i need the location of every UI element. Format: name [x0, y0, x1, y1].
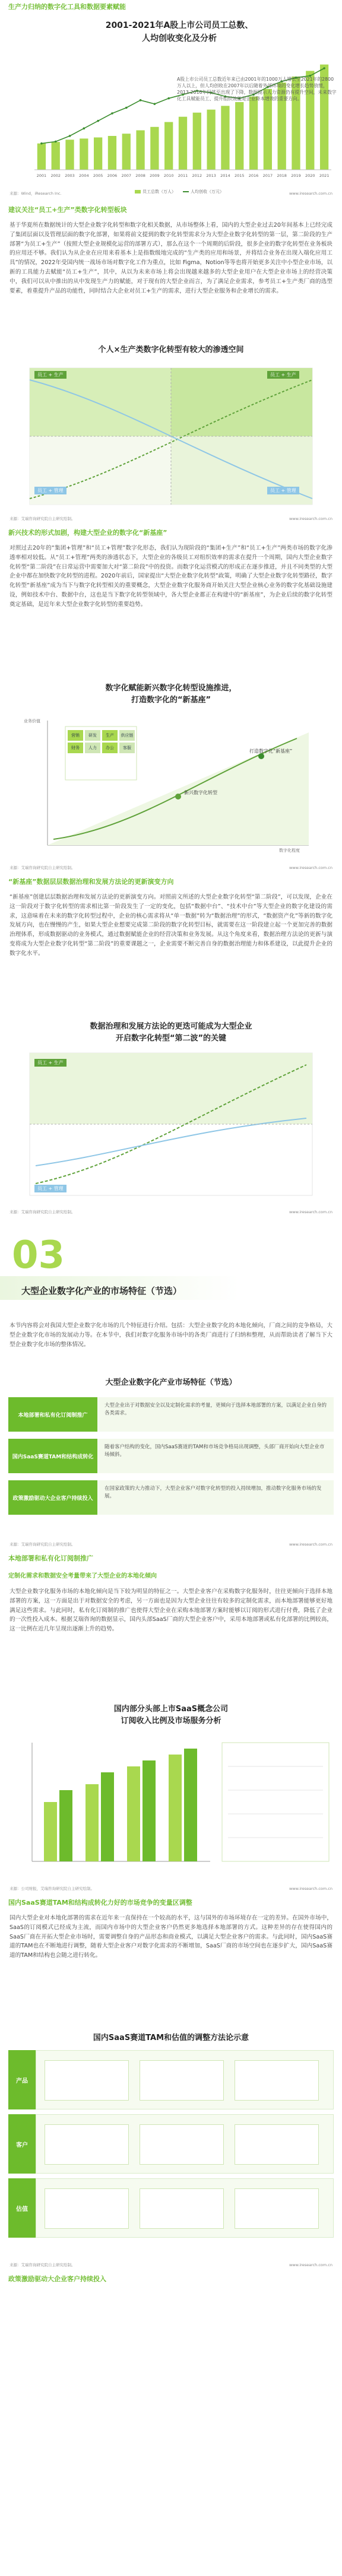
- business-box: 财务: [68, 743, 83, 753]
- business-box: 研发: [85, 730, 100, 741]
- section-header-4: “新基座”数据层层数据治理和发展方法论的更新演变方向: [8, 878, 174, 886]
- section-header-5: 本地部署和私有化订阅制推广: [8, 1555, 93, 1562]
- business-box: 供应链: [119, 730, 135, 741]
- bar-2008: [136, 131, 144, 170]
- point-label-1: 新兴数字化转型: [184, 790, 217, 795]
- feature-name: 本地部署和私有化订阅制推广: [8, 1397, 97, 1432]
- figure-title-line1: 国内部分头部上市SaaS概念公司: [113, 1705, 229, 1714]
- bar-2005: [94, 138, 102, 170]
- source-line-5: 来源：艾瑞咨询研究院自主研究绘制。 www.iresearch.com.cn: [10, 1542, 332, 1547]
- line-point-2009: [154, 103, 156, 105]
- tam-row-label: 产品: [8, 2050, 36, 2109]
- paragraph-5: 大型企业数字化服务市场的本地化倾向是当下较为明显的特征之一。大型企业客户在采购数字化服务时，往往更倾向于选择本地部署的方案，这一方面是出于对数据安全的考虑，另一方面也是因为大型企业往往有较多的定制化需求，而本地部署能够更好地满足这些需求。与此同时，私有化订阅制的推广也使得大型企业在采购本地部署方案时能够以订阅的形式进行付费，降低了企业的一次性投入成本。根据艾瑞咨询的数据显示，国内头部SaaS厂商的大型企业客户中，采用本地部署或私有化部署的比例较高，这一比例在近几年呈现出逐渐上升的趋势。: [10, 1588, 332, 1633]
- tam-row-body: [36, 2050, 334, 2109]
- governance-diagram: [0, 1047, 342, 1201]
- section-header-1: 生产力归纳的数字化工具和数据要素赋能: [8, 3, 126, 11]
- legend-item-bar: 员工总数（万人）: [135, 189, 176, 195]
- business-box: 人力: [85, 743, 100, 753]
- foundation-diagram: [0, 709, 342, 857]
- paragraph-4: 本节内容将会对我国大型企业数字化市场的几个特征进行介绍。包括：大型企业数字化的本地化倾向，厂商之间的竞争格局，大型企业数字化市场的发展动力等。在本节中，我们对数字化服务市场中的各类厂商进行了归纳和整理，从而帮助读者了解当下大型企业数字化市场的整体情况。: [10, 1322, 332, 1348]
- feature-row: [8, 1439, 334, 1473]
- bar-2003: [65, 139, 74, 170]
- tam-row: [8, 2050, 334, 2109]
- bar-2011: [179, 117, 187, 170]
- figure-tam-valuation: [8, 2032, 334, 2258]
- feature-name: 政策激励驱动大企业客户持续投入: [8, 1480, 97, 1515]
- business-box: 营销: [68, 730, 83, 741]
- tam-cell: [140, 2124, 224, 2165]
- tam-cell: [235, 2124, 319, 2165]
- tam-row-label: 客户: [8, 2114, 36, 2174]
- bar-2013: [207, 110, 215, 170]
- point-label-2: 打造数字化“新基座”: [249, 748, 293, 754]
- tam-cell: [235, 2060, 319, 2101]
- tick-2021: 2021: [319, 173, 330, 178]
- figure-title-line2: 开启数字化转型“第二波”的关键: [115, 1034, 227, 1043]
- tam-rows: [8, 2050, 334, 2238]
- tick-2012: 2012: [192, 173, 202, 178]
- tam-row-body: [36, 2178, 334, 2238]
- source-line-4: 来源：艾瑞咨询研究院自主研究绘制。 www.iresearch.com.cn: [10, 1210, 332, 1214]
- label-employee-production-2: 员工 + 生产: [267, 371, 299, 379]
- figure-penetration: [0, 344, 342, 519]
- tam-cell: [140, 2188, 224, 2229]
- paragraph-6: 国内大型企业对本地化部署的需求在近年来一直保持在一个较高的水平，这与国外的市场环境存在一定的差异。在国外市场中，SaaS的订阅模式已经成为主流，而国内市场中的大型企业客户仍然更多地选择本地部署的方式。这种差异的存在使得国内的SaaS厂商在开拓大型企业市场时，需要调整自身的产品形态和商业模式，以满足大型企业客户的需求。与此同时，国内SaaS赛道的TAM也在不断地进行调整，随着大型企业客户对数字化需求的不断增加，SaaS厂商的市场空间也在逐步扩大，国内SaaS赛道的TAM和结构也会随之进行转化。: [10, 1915, 332, 1959]
- source-line-7: 来源：艾瑞咨询研究院自主研究绘制。 www.iresearch.com.cn: [10, 2263, 332, 2267]
- tick-2001: 2001: [36, 173, 47, 178]
- tick-2011: 2011: [178, 173, 188, 178]
- figure-title: 大型企业数字化产业市场特征（节选）: [105, 1378, 237, 1387]
- line-point-2021: [323, 67, 325, 69]
- bar-2002: [52, 142, 60, 170]
- figure-market-features: [8, 1377, 334, 1537]
- axis-y-label: 业务价值: [24, 719, 40, 724]
- tam-cell: [140, 2060, 224, 2101]
- label-employee-management-1: 员工 + 管理: [34, 487, 66, 494]
- feature-desc: 随着客户结构的变化，国内SaaS赛道的TAM和市场竞争格局出现调整，头部厂商开始向大型企业市场倾斜。: [97, 1439, 334, 1473]
- bar-2001: [37, 144, 46, 170]
- tick-2018: 2018: [277, 173, 287, 178]
- tick-2006: 2006: [107, 173, 118, 178]
- tick-2008: 2008: [135, 173, 145, 178]
- tick-2007: 2007: [121, 173, 132, 178]
- paragraph-1: 基于华夏所在数据统计的大型企业数字化转型和数字化相关数据，从市场整体上看，国内的大型企业过去20年间基本上已经完成了集团层面以及管理层面的数字化部署，如果将前文提到的数字化转型需求分为大型企业数字化转型的第一层，第二阶段的生产部署“为员工+生产”（按照大型企业规模化运营的部署方式），那么在这个一个周期的后阶段，很多企业的数字化转型在业务板块的应用还不够。我们认为从企业在应用来看基本上是指数级地完成的“生产类的应用和场景，并将结合业务在出现入端化应用工具”的情况，2022年受国内统一战场市场对数字化工作为重点，比如 Figma，Notion等等也将开始更多关注中小型企业市场，以新的工具能力去赋能“员工+生产”，其中，从以为未来市场上将会出现越来越多的大型企业用户在大型企业市场上的经营决策中，我们可以从中推出的从中发现生产力的赋能，对于现有的大型企业而言，为了满足企业需求，参考员工+生产类厂商的选型要素，着重提升产品的功能性，同时结合大企业对员工+生产的需求，进行大型企业服务和企业增长的需求。: [10, 222, 332, 294]
- section-header-6: 定制化需求和数据安全考量带来了大型企业的本地化倾向: [8, 1573, 157, 1579]
- bar-2010: [164, 122, 173, 170]
- tam-row-label: 估值: [8, 2178, 36, 2238]
- section-number: 03: [12, 1233, 65, 1277]
- tam-row: [8, 2114, 334, 2174]
- section-header-7: 国内SaaS赛道TAM和结构成转化力好的市场竞争的变量区调整: [8, 1899, 192, 1906]
- source-line-1: 来源：Wind，iResearch Inc. www.iresearch.com.cn: [10, 191, 332, 196]
- source-line-3: 来源：艾瑞咨询研究院自主研究绘制。 www.iresearch.com.cn: [10, 865, 332, 870]
- line-point-2004: [83, 128, 86, 130]
- tick-2016: 2016: [248, 173, 259, 178]
- figure-new-foundation: [0, 683, 342, 861]
- label-employee-production-1: 员工 + 生产: [34, 371, 66, 379]
- tam-cell: [45, 2188, 129, 2229]
- line-point-2001: [40, 142, 43, 145]
- label-employee-management: 员工 + 管理: [34, 1185, 66, 1192]
- figure-title-line1: 数据治理和发展方法论的更迭可能成为大型企业: [90, 1022, 252, 1031]
- figure-title-line2: 订阅收入比例及市场服务分析: [121, 1717, 221, 1725]
- tam-row-body: [36, 2114, 334, 2174]
- subscription-chart: [8, 1731, 334, 1879]
- section-header-2: 建议关注“员工+生产”类数字化转型板块: [8, 206, 127, 214]
- figure-title-line2: 打造数字化的“新基座”: [131, 696, 211, 705]
- feature-desc: 在国家政策的大力推动下，大型企业客户对数字化转型的投入持续增加，推动数字化服务市场的发展。: [97, 1480, 334, 1515]
- line-point-2007: [125, 107, 128, 109]
- business-box-grid: [68, 730, 137, 753]
- tam-cell: [235, 2188, 319, 2229]
- line-point-2008: [140, 99, 142, 101]
- business-box: 办公: [102, 743, 118, 753]
- figure-data-governance: [0, 1021, 342, 1205]
- tick-2015: 2015: [234, 173, 245, 178]
- bar-2015: [235, 102, 243, 170]
- line-point-2005: [97, 120, 99, 122]
- feature-rows: [8, 1397, 334, 1515]
- section-header-3: 新兴技术的形式加剧，构建大型企业的数字化“新基座”: [8, 529, 167, 537]
- line-point-2003: [69, 135, 71, 137]
- section-title: 大型企业数字化产业的市场特征（节选）: [21, 1286, 182, 1296]
- figure-title-line1: 2001-2021年A股上市公司员工总数、: [105, 21, 254, 30]
- bar-2004: [80, 138, 88, 170]
- section-03-banner: [0, 1227, 342, 1316]
- tick-2013: 2013: [206, 173, 216, 178]
- figure-title-line1: 数字化赋能新兴数字化转型设施推进，: [105, 684, 237, 693]
- bar-2014: [221, 106, 229, 170]
- tam-cell: [45, 2124, 129, 2165]
- feature-row: [8, 1480, 334, 1515]
- line-point-2010: [167, 97, 170, 100]
- figure-saas-subscription: [8, 1703, 334, 1882]
- business-box: 生产: [102, 730, 118, 741]
- section-header-8: 政策激励驱动大企业客户持续投入: [8, 2275, 106, 2283]
- bar-2012: [193, 113, 201, 170]
- paragraph-3: “新基座”创建层层数据治理和发展方法论的更新演变方向。对照前文所述的大型企业数字化转型“第二阶段”，可以发现，企业在这一阶段对于数字化转型的需求相比第一阶段发生了一定的变化，包括“数据中台”、“技术中台”等大型企业的数字化建设的需求，这意味着在未来的数字化转型过程中，企业的核心需求将从“单一数据”转为“数据治理”的形式，“数据资产化”等新的数字化发展方向，也在慢慢的产生，如果大型企业想要完成第二阶段的数字化转型目标，就需要在这一阶段建立起一个更加完善的数据治理体系，形成数据驱动的业务模式，通过数据赋能企业的经营决策和业务发展。从这个角度来看，数据治理方法论的更新与演变将成为大型企业数字化转型“第二阶段”的重要课题之一，企业需要不断完善自身的数据治理能力和体系建设，以此提升企业的数字化水平。: [10, 894, 332, 957]
- employee-revenue-chart: [17, 45, 342, 188]
- figure-employee-revenue: [17, 19, 342, 195]
- tick-2019: 2019: [291, 173, 301, 178]
- tick-2010: 2010: [163, 173, 174, 178]
- bar-2007: [122, 134, 131, 170]
- legend-item-line: 人均创收（万元）: [183, 189, 224, 195]
- feature-desc: 大型企业出于对数据安全以及定制化需求的考量，更倾向于选择本地部署的方案，以满足企业自身的各类需求。: [97, 1397, 334, 1432]
- business-box: 客服: [119, 743, 135, 753]
- label-employee-production: 员工 + 生产: [34, 1059, 66, 1067]
- source-line-6: 来源：公司财报，艾瑞咨询研究院自主研究绘制。 www.iresearch.com.cn: [10, 1886, 332, 1891]
- figure-title: 个人×生产类数字化转型有较大的渗透空间: [98, 345, 244, 354]
- tick-2009: 2009: [150, 173, 160, 178]
- line-point-2002: [55, 141, 57, 143]
- tick-2002: 2002: [50, 173, 61, 178]
- paragraph-2: 对照过去20年的“集团+管理”和“员工+管理”数字化形态，我们认为现阶段的“集团+生产”和“员工+生产”两类市场的数字化渗透率相对较低。从“员工+管理”两类的渗透状态下，大型企业的各级员工对组织效率的需求在提升一个周期，国内大型企业数字化转型“第二阶段”在日常运营中需要加大对“第二阶段”中的投资。而数字化运营模式的形成正在逐步推进，并且不同类型的大型企业中都在加快数字化转型的进程。2020年前后，国家提出“大型企业数字化转型”政策，明确了大型企业数字化转型路径，数字化转型“新基座”成为当下与数字化转型相关的重要概念，大型企业数字化服务商开始关注大型企业核心业务的数字化基础设施建设，例如技术中台、数据中台，这也是当下数字化转型领域中，各大型企业都正在构建中的“新基座”，为企业后续的数字化转型奠定基础，是近年来大型企业数字化转型的重要趋势。: [10, 545, 332, 608]
- tam-cell: [45, 2060, 129, 2101]
- tick-2003: 2003: [65, 173, 75, 178]
- feature-row: [8, 1397, 334, 1432]
- figure-title-line2: 人均创收变化及分析: [142, 34, 217, 43]
- tick-2005: 2005: [93, 173, 103, 178]
- figure-title: 国内SaaS赛道TAM和估值的调整方法论示意: [93, 2033, 249, 2042]
- tick-2004: 2004: [79, 173, 89, 178]
- bar-2006: [108, 136, 116, 170]
- tick-2017: 2017: [262, 173, 273, 178]
- label-employee-management-2: 员工 + 管理: [267, 487, 299, 494]
- bar-2016: [249, 97, 258, 170]
- source-line-2: 来源：艾瑞咨询研究院自主研究绘制。 www.iresearch.com.cn: [10, 516, 332, 521]
- tick-2020: 2020: [305, 173, 315, 178]
- chart-svg: [17, 45, 342, 188]
- feature-name: 国内SaaS赛道TAM和结构成转化: [8, 1439, 97, 1473]
- bar-2009: [150, 127, 159, 170]
- chart-annotation: A股上市公司员工总数近年来已由2001年的1000万人增长至2021年的2800万人以上，但人均创收在2007年以后随着外部环境的变化增长趋势放缓，2013-2016年间甚至出现了下降，数据提示人力资源仍有提升空间，未来数字化工具赋能员工、提升组织效能是企业降本增效的重要方向。: [177, 77, 337, 101]
- tick-2014: 2014: [220, 173, 230, 178]
- tam-row: [8, 2178, 334, 2238]
- axis-x-label: 数字化程度: [279, 848, 300, 853]
- line-point-2006: [111, 112, 113, 115]
